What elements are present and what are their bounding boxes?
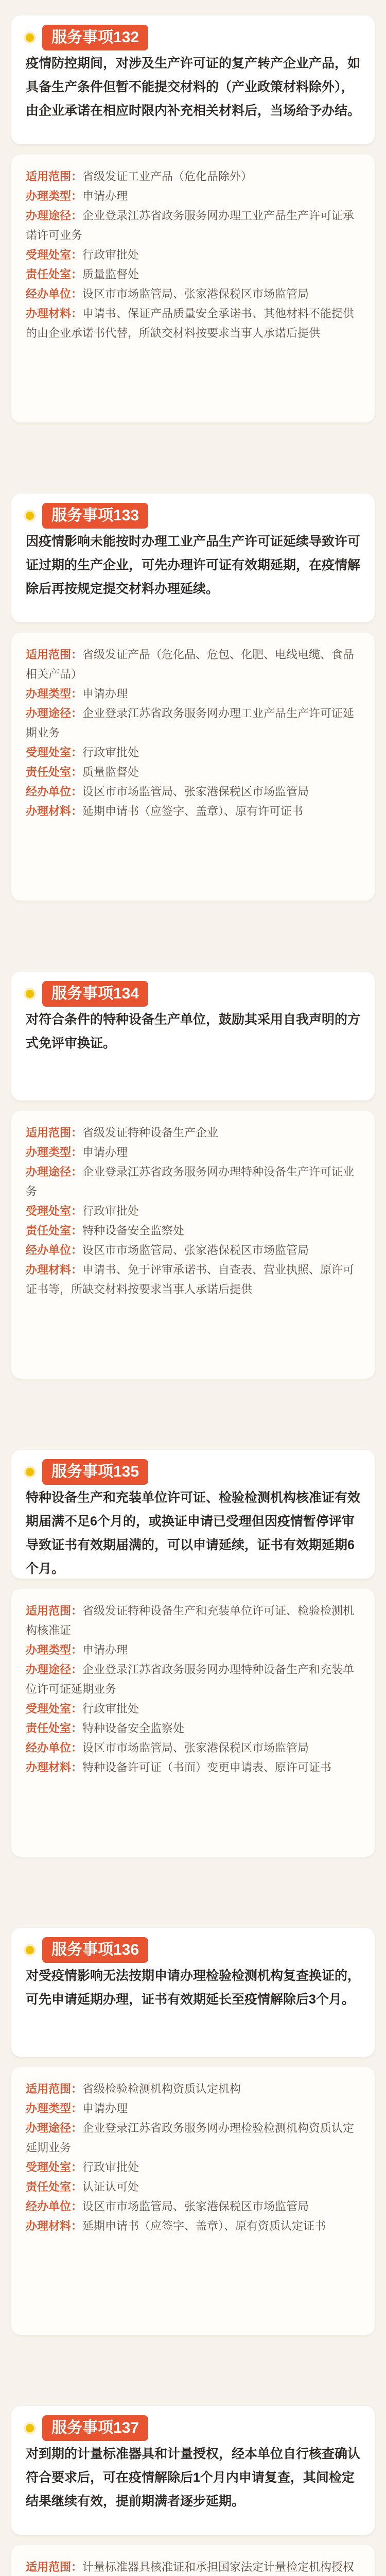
detail-value: 延期申请书（应签字、盖章）、原有资质认定证书 (82, 2219, 326, 2232)
detail-row-responsible-office (26, 762, 360, 782)
service-intro: 特种设备生产和充装单位许可证、检验检测机构核准证有效期届满不足6个月的，或换证申请已受理但因疫情暂停评审导致证书有效期届满的，可以申请延续，证书有效期延期6个月。 (26, 1490, 361, 1576)
service-header (26, 1459, 360, 1485)
detail-row-materials (26, 304, 360, 343)
detail-label: 受理处室： (26, 1205, 83, 1217)
detail-value: 质量监督处 (82, 268, 139, 281)
service-intro: 对符合条件的特种设备生产单位，鼓励其采用自我声明的方式免评审换证。 (26, 1012, 361, 1050)
detail-row-accept-office (26, 1201, 360, 1221)
detail-value: 计量标准器具核准证和承担国家法定计量检定机构授权 (82, 2561, 355, 2573)
bullet-dot-icon (26, 990, 34, 998)
detail-label: 责任处室： (26, 766, 83, 778)
detail-value: 行政审批处 (82, 746, 139, 759)
detail-label: 责任处室： (26, 1224, 83, 1237)
detail-value: 企业登录江苏省政务服务网办理工业产品生产许可证承诺许可业务 (26, 209, 355, 242)
detail-label: 办理途径： (26, 2122, 83, 2134)
detail-value: 申请办理 (82, 1643, 128, 1656)
detail-row-channel (26, 704, 360, 743)
detail-row-handling-unit (26, 1241, 360, 1260)
service-intro: 对到期的计量标准器具和计量授权，经本单位自行核查确认符合要求后，可在疫情解除后1个月内申请复查，其间检定结果继续有效，提前期满者逐步延期。 (26, 2447, 361, 2509)
detail-value: 申请书、免于评审承诺书、自查表、营业执照、原许可证书等，所缺交材料按要求当事人承诺后提供 (26, 1263, 355, 1296)
detail-label: 经办单位： (26, 287, 83, 300)
detail-row-materials (26, 1260, 360, 1299)
detail-value: 省级发证特种设备生产企业 (82, 1126, 219, 1139)
detail-value: 申请办理 (82, 190, 128, 202)
detail-label: 办理材料： (26, 1263, 83, 1276)
detail-row-channel (26, 1162, 360, 1201)
bullet-dot-icon (26, 1946, 34, 1954)
detail-row-type (26, 1640, 360, 1660)
detail-label: 办理类型： (26, 687, 83, 700)
service-header-card (11, 1928, 375, 2057)
detail-value: 申请办理 (82, 1146, 128, 1159)
detail-row-handling-unit (26, 782, 360, 802)
detail-label: 经办单位： (26, 2200, 83, 2213)
service-intro: 对受疫情影响无法按期申请办理检验检测机构复查换证的，可先申请延期办理，证书有效期延长至疫情解除后3个月。 (26, 1969, 361, 2007)
detail-row-responsible-office (26, 265, 360, 284)
detail-label: 适用范围： (26, 2561, 83, 2573)
service-header (26, 503, 360, 529)
service-header-card (11, 15, 375, 144)
service-header-card (11, 2406, 375, 2535)
detail-label: 适用范围： (26, 1126, 83, 1139)
detail-value: 省级检验检测机构资质认定机构 (82, 2082, 241, 2095)
service-section (0, 1928, 386, 2351)
detail-row-scope (26, 645, 360, 684)
service-detail-card (11, 155, 375, 422)
detail-row-type (26, 684, 360, 704)
detail-value: 特种设备安全监察处 (82, 1722, 185, 1735)
service-header (26, 981, 360, 1007)
detail-value: 省级发证工业产品（危化品除外） (82, 170, 253, 183)
detail-row-materials (26, 802, 360, 821)
detail-value: 申请办理 (82, 2102, 128, 2115)
bullet-dot-icon (26, 512, 34, 520)
detail-label: 办理途径： (26, 1663, 83, 1676)
detail-row-accept-office (26, 1699, 360, 1719)
detail-label: 经办单位： (26, 1244, 83, 1257)
detail-value: 延期申请书（应签字、盖章）、原有许可证书 (82, 805, 304, 818)
detail-label: 适用范围： (26, 1604, 83, 1617)
service-section (0, 2406, 386, 2576)
service-header (26, 1937, 360, 1963)
service-detail-card (11, 2067, 375, 2335)
service-header-card (11, 1450, 375, 1579)
detail-value: 申请书、保证产品质量安全承诺书、其他材料不能提供的由企业承诺书代替，所缺交材料按要求当事人承诺后提供 (26, 307, 355, 340)
detail-row-scope (26, 1601, 360, 1640)
detail-row-handling-unit (26, 284, 360, 304)
detail-label: 责任处室： (26, 1722, 83, 1735)
detail-row-scope (26, 2557, 360, 2576)
detail-value: 设区市市场监管局、张家港保税区市场监管局 (82, 1244, 309, 1257)
detail-row-handling-unit (26, 2197, 360, 2216)
detail-label: 受理处室： (26, 1702, 83, 1715)
detail-row-materials (26, 1758, 360, 1777)
detail-label: 经办单位： (26, 1741, 83, 1754)
detail-label: 适用范围： (26, 648, 83, 661)
detail-value: 企业登录江苏省政务服务网办理检验检测机构资质认定延期业务 (26, 2122, 355, 2154)
detail-row-type (26, 1143, 360, 1162)
service-detail-card (11, 2545, 375, 2576)
detail-row-type (26, 187, 360, 206)
service-intro: 因疫情影响未能按时办理工业产品生产许可证延续导致许可证过期的生产企业，可先办理许可证有效期延期，在疫情解除后再按规定提交材料办理延续。 (26, 534, 361, 596)
detail-value: 行政审批处 (82, 248, 139, 261)
detail-row-channel (26, 206, 360, 245)
detail-value: 企业登录江苏省政务服务网办理特种设备生产许可证业务 (26, 1165, 355, 1198)
detail-row-accept-office (26, 245, 360, 265)
detail-value: 设区市市场监管局、张家港保税区市场监管局 (82, 785, 309, 798)
service-section (0, 494, 386, 917)
detail-label: 办理途径： (26, 707, 83, 720)
detail-label: 办理类型： (26, 1146, 83, 1159)
detail-row-scope (26, 167, 360, 187)
detail-row-accept-office (26, 743, 360, 762)
detail-label: 受理处室： (26, 248, 83, 261)
detail-label: 办理类型： (26, 1643, 83, 1656)
detail-value: 质量监督处 (82, 766, 139, 778)
bullet-dot-icon (26, 2424, 34, 2432)
service-section (0, 1450, 386, 1873)
detail-label: 办理材料： (26, 1761, 83, 1774)
detail-row-responsible-office (26, 1221, 360, 1241)
detail-value: 省级发证特种设备生产和充装单位许可证、检验检测机构核准证 (26, 1604, 355, 1637)
service-header (26, 25, 360, 50)
detail-value: 企业登录江苏省政务服务网办理特种设备生产和充装单位许可证延期业务 (26, 1663, 355, 1696)
service-section (0, 972, 386, 1395)
detail-row-responsible-office (26, 1719, 360, 1738)
detail-value: 设区市市场监管局、张家港保税区市场监管局 (82, 287, 309, 300)
detail-label: 办理材料： (26, 805, 83, 818)
detail-row-materials (26, 2216, 360, 2236)
detail-row-handling-unit (26, 1738, 360, 1758)
bullet-dot-icon (26, 1468, 34, 1476)
service-number-badge: 服务事项137 (42, 2415, 148, 2441)
detail-label: 受理处室： (26, 2161, 83, 2174)
service-number-badge: 服务事项134 (42, 981, 148, 1007)
detail-value: 特种设备许可证（书面）变更申请表、原许可证书 (82, 1761, 332, 1774)
detail-label: 办理途径： (26, 1165, 83, 1178)
detail-value: 行政审批处 (82, 1702, 139, 1715)
detail-label: 办理类型： (26, 2102, 83, 2115)
detail-row-responsible-office (26, 2177, 360, 2197)
detail-value: 申请办理 (82, 687, 128, 700)
detail-row-scope (26, 1123, 360, 1143)
detail-label: 办理类型： (26, 190, 83, 202)
service-number-badge: 服务事项132 (42, 25, 148, 50)
detail-row-accept-office (26, 2158, 360, 2177)
detail-label: 办理材料： (26, 307, 83, 320)
detail-value: 行政审批处 (82, 1205, 139, 1217)
service-number-badge: 服务事项135 (42, 1459, 148, 1485)
service-header-card (11, 972, 375, 1100)
detail-label: 适用范围： (26, 170, 83, 183)
detail-row-scope (26, 2079, 360, 2099)
detail-label: 经办单位： (26, 785, 83, 798)
detail-value: 认证认可处 (82, 2180, 139, 2193)
detail-value: 特种设备安全监察处 (82, 1224, 185, 1237)
detail-value: 设区市市场监管局、张家港保税区市场监管局 (82, 2200, 309, 2213)
service-number-badge: 服务事项136 (42, 1937, 148, 1963)
detail-label: 责任处室： (26, 2180, 83, 2193)
bullet-dot-icon (26, 33, 34, 42)
service-detail-card (11, 1589, 375, 1857)
detail-value: 企业登录江苏省政务服务网办理工业产品生产许可证延期业务 (26, 707, 355, 739)
service-section (0, 15, 386, 439)
service-header (26, 2415, 360, 2441)
detail-row-channel (26, 2119, 360, 2158)
service-detail-card (11, 1111, 375, 1379)
detail-label: 办理材料： (26, 2219, 83, 2232)
detail-value: 省级发证产品（危化品、危包、化肥、电线电缆、食品相关产品） (26, 648, 355, 681)
detail-value: 设区市市场监管局、张家港保税区市场监管局 (82, 1741, 309, 1754)
detail-label: 责任处室： (26, 268, 83, 281)
detail-label: 适用范围： (26, 2082, 83, 2095)
service-header-card (11, 494, 375, 622)
detail-value: 行政审批处 (82, 2161, 139, 2174)
detail-row-type (26, 2099, 360, 2119)
detail-label: 受理处室： (26, 746, 83, 759)
detail-row-channel (26, 1660, 360, 1699)
service-number-badge: 服务事项133 (42, 503, 148, 529)
service-intro: 疫情防控期间，对涉及生产许可证的复产转产企业产品，如具备生产条件但暂不能提交材料的（产业政策材料除外），由企业承诺在相应时限内补充相关材料后，当场给予办结。 (26, 56, 361, 118)
detail-label: 办理途径： (26, 209, 83, 222)
service-detail-card (11, 633, 375, 901)
